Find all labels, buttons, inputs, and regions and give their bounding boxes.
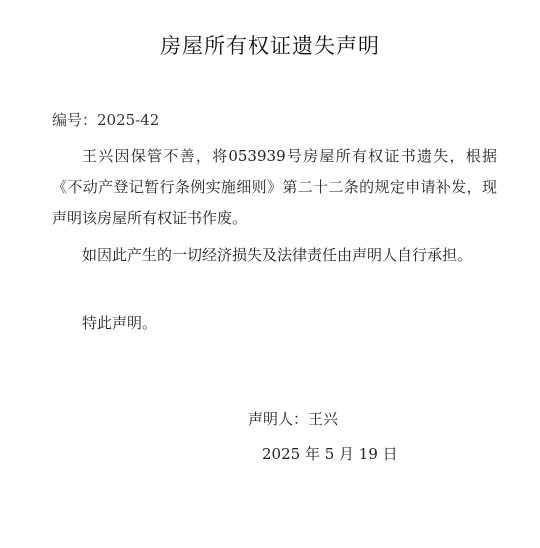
paragraph-main (52, 141, 497, 234)
signer-line: 声明人：王兴 (248, 410, 339, 428)
declaration-date: 2025 年 5 月 19 日 (262, 445, 398, 463)
document-title: 房屋所有权证遗失声明 (160, 34, 380, 58)
paragraph-text: 特此声明。 (82, 314, 158, 332)
serial-number: 编号：2025-42 (52, 111, 160, 129)
paragraph-text: 如因此产生的一切经济损失及法律责任由声明人自行承担。 (82, 246, 473, 264)
paragraph-liability (52, 240, 497, 271)
paragraph-closing (52, 308, 497, 339)
paragraph-text: 王兴因保管不善，将053939号房屋所有权证书遗失，根据《不动产登记暂行条例实施细则》第二十二条的规定申请补发，现声明该房屋所有权证书作废。 (52, 147, 497, 227)
